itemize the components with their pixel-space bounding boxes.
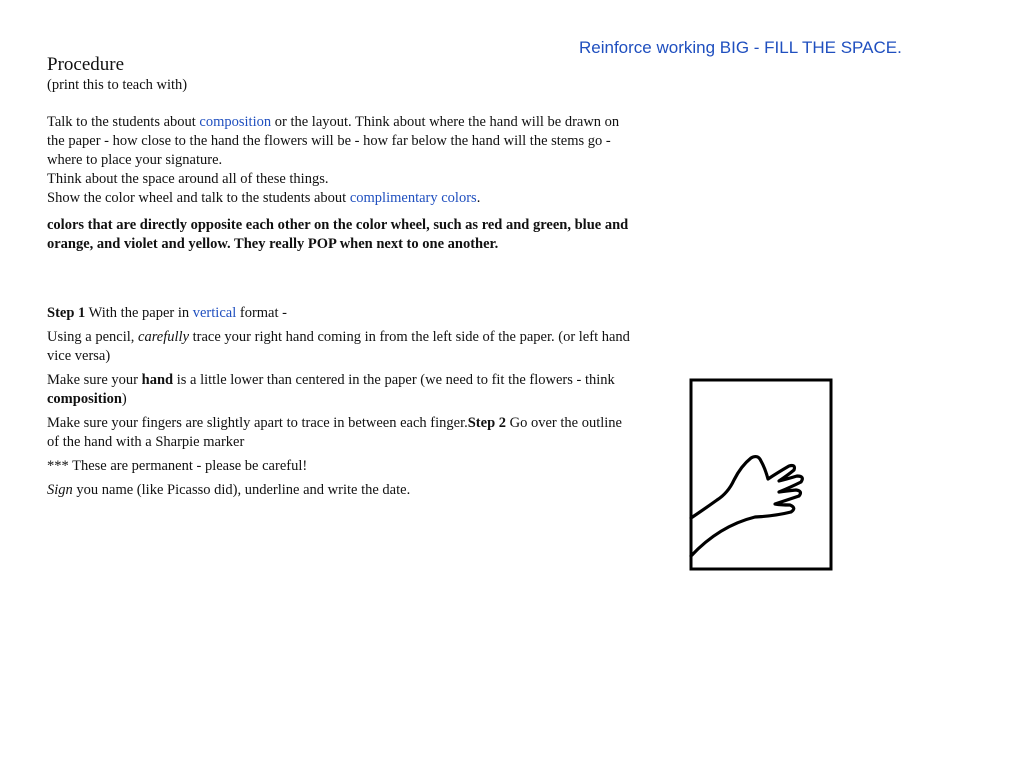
pencil-emphasis: carefully <box>138 329 190 345</box>
step1-text-b: format - <box>236 305 287 321</box>
hand-text-c: ) <box>121 391 127 407</box>
intro-text-a: Talk to the students about <box>47 114 200 130</box>
intro-text-b: or the layout. Think about where the hand will be drawn on the paper - how close to the hand the flowers will be - how far below the hand will the stems go - where to place your signature. <box>47 114 620 168</box>
sign-paragraph <box>47 481 632 500</box>
complimentary-colors-link[interactable]: complimentary colors <box>349 190 477 206</box>
hand-tracing-illustration <box>689 378 833 571</box>
pencil-text-a: Using a pencil, <box>47 329 139 345</box>
intro-paragraph <box>47 113 632 170</box>
procedure-content <box>47 54 632 500</box>
step1-paragraph <box>47 304 632 323</box>
paper-outline <box>691 380 831 569</box>
vertical-link[interactable]: vertical <box>192 305 237 321</box>
sign-text-b: you name (like Picasso did), underline and write the date. <box>72 482 411 498</box>
step1-text-a: With the paper in <box>85 305 193 321</box>
color-wheel-text-a: Show the color wheel and talk to the students about <box>47 190 350 206</box>
fingers-paragraph <box>47 414 632 452</box>
hand-text-b: is a little lower than centered in the paper (we need to fit the flowers - think <box>173 372 615 388</box>
step2-label: Step 2 <box>467 415 507 431</box>
space-paragraph: Think about the space around all of these things. <box>47 171 329 187</box>
fingers-text-b: Go over the outline of the hand with a Sharpie marker <box>47 415 622 450</box>
fingers-text-a: Make sure your fingers are slightly apart to trace in between each finger. <box>47 415 468 431</box>
step1-label: Step 1 <box>47 305 86 321</box>
composition-link[interactable]: composition <box>199 114 272 130</box>
hand-bold: hand <box>141 372 174 388</box>
page-title: Procedure <box>47 54 125 75</box>
sign-emphasis: Sign <box>47 482 73 498</box>
color-wheel-paragraph <box>47 189 632 208</box>
pencil-paragraph <box>47 328 632 366</box>
reinforce-note: Reinforce working BIG - FILL THE SPACE. <box>579 38 902 57</box>
hand-text-a: Make sure your <box>47 372 142 388</box>
page-subtitle: (print this to teach with) <box>47 77 188 93</box>
composition-bold: composition <box>47 391 122 407</box>
hand-position-paragraph <box>47 371 632 409</box>
color-wheel-text-b: . <box>476 190 481 206</box>
complementary-colors-note: colors that are directly opposite each other on the color wheel, such as red and green, blue and orange, and violet and yellow. They really POP when next to one another. <box>47 217 629 252</box>
permanent-warning: *** These are permanent - please be careful! <box>47 458 308 474</box>
pencil-text-b: trace your right hand coming in from the left side of the paper. (or left hand vice versa) <box>47 329 630 364</box>
